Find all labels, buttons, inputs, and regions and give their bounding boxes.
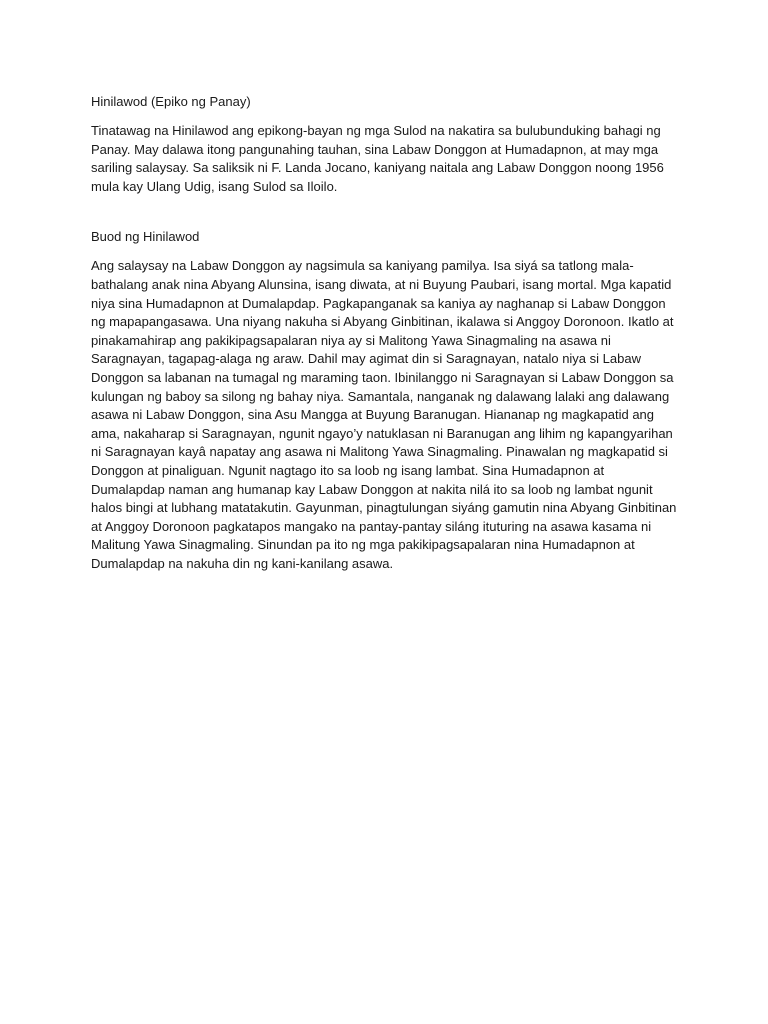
section-spacer bbox=[91, 196, 681, 228]
intro-paragraph: Tinatawag na Hinilawod ang epikong-bayan ng mga Sulod na nakatira sa bulubunduking bahagi ng Panay. May dalawa itong pangunahing tauhan, sina Labaw Donggon at Humadapnon, at may mga sariling salaysay. Sa saliksik ni F. Landa Jocano, kaniyang naitala ang Labaw Donggon noong 1956 mula kay Ulang Udig, isang Sulod sa Iloilo. bbox=[91, 123, 664, 194]
section-heading-buod: Buod ng Hinilawod bbox=[91, 229, 200, 245]
document-content bbox=[91, 93, 681, 573]
section-heading-hinilawod: Hinilawod (Epiko ng Panay) bbox=[91, 94, 251, 109]
summary-paragraph: Ang salaysay na Labaw Donggon ay nagsimula sa kaniyang pamilya. Isa siyá sa tatlong mala-bathalang anak nina Abyang Alunsina, isang diwata, at ni Buyung Paubari, isang mortal. Mga kapatid niya sina Humadapnon at Dumalapdap. Pagkapanganak sa kaniya ay naghanap si Labaw Donggon ng mapapangasawa. Una niyang nakuha si Abyang Ginbitinan, ikalawa si Anggoy Doronoon. Ikatlo at pinakamahirap ang pakikipagsapalaran niya ay si Malitong Yawa Sinagmaling na asawa ni Saragnayan, tagapag-alaga ng araw. Dahil may agimat din si Saragnayan, natalo niya si Labaw Donggon sa labanan na tumagal ng maraming taon. Ibinilanggo ni Saragnayan si Labaw Donggon sa kulungan ng baboy sa silong ng bahay niya. Samantala, nanganak ng dalawang lalaki ang dalawang asawa ni Labaw Donggon, sina Asu Mangga at Buyung Baranugan. Hiananap ng magkapatid ang ama, nakaharap si Saragnayan, ngunit ngayo’y natuklasan ni Baranugan ang lihim ng kapangyarihan ni Saragnayan kayâ napatay ang asawa ni Malitong Yawa Sinagmaling. Pinawalan ng magkapatid si Donggon at pinaliguan. Ngunit nagtago ito sa loob ng isang lambat. Sina Humadapnon at Dumalapdap naman ang humanap kay Labaw Donggon at nakita nilá ito sa loob ng lambat ngunit halos bingi at lubhang matatakutin. Gayunman, pinagtulungan siyáng gamutin nina Abyang Ginbitinan at Anggoy Doronoon pagkatapos mangako na pantay-pantay siláng ituturing na asawa kasama ni Malitung Yawa Sinagmaling. Sinundan pa ito ng mga pakikipagsapalaran nina Humadapnon at Dumalapdap na nakuha din ng kani-kanilang asawa. bbox=[91, 258, 677, 571]
